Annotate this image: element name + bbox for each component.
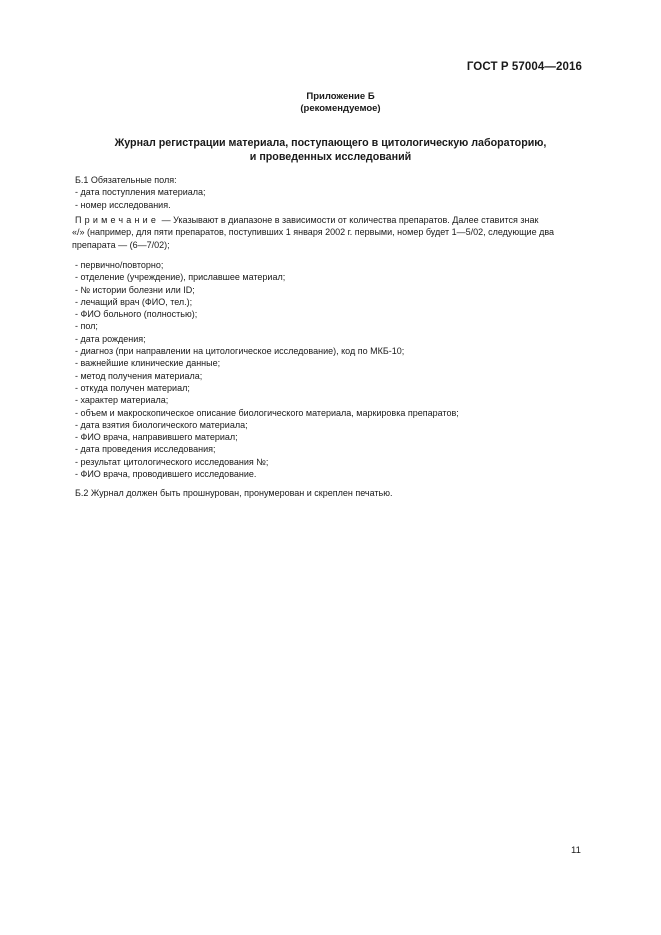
section-b1 bbox=[75, 174, 595, 211]
list-item: - ФИО врача, проводившего исследование. bbox=[75, 469, 257, 480]
note-line2: «/» (например, для пяти препаратов, поступивших 1 января 2002 г. первыми, номер будет 1—5/02, следующие два bbox=[72, 227, 555, 238]
list-item: - метод получения материала; bbox=[75, 370, 203, 381]
note-text-1: — Указывают в диапазоне в зависимости от количества препаратов. Далее ставится знак bbox=[159, 215, 539, 225]
list-item: - лечащий врач (ФИО, тел.); bbox=[75, 296, 193, 307]
journal-title bbox=[60, 136, 601, 164]
list-item: - пол; bbox=[75, 321, 98, 332]
list-item: - результат цитологического исследования №; bbox=[75, 456, 269, 467]
note-line1 bbox=[75, 214, 587, 226]
journal-title-line2: и проведенных исследований bbox=[249, 151, 412, 163]
fields-list bbox=[75, 259, 595, 480]
note-label: Примечание bbox=[75, 215, 160, 225]
list-item: - дата проведения исследования; bbox=[75, 444, 216, 455]
appendix-heading bbox=[0, 91, 661, 115]
list-item: - важнейшие клинические данные; bbox=[75, 358, 221, 369]
list-item: - дата взятия биологического материала; bbox=[75, 419, 248, 430]
standard-number: ГОСТ Р 57004—2016 bbox=[466, 61, 582, 73]
appendix-title: Приложение Б bbox=[306, 91, 375, 102]
list-item: - номер исследования. bbox=[75, 199, 171, 210]
list-item: - отделение (учреждение), приславшее материал; bbox=[75, 272, 286, 283]
section-b2 bbox=[75, 487, 595, 499]
list-item: - дата поступления материала; bbox=[75, 187, 206, 198]
appendix-status: (рекомендуемое) bbox=[300, 103, 381, 114]
list-item: - № истории болезни или ID; bbox=[75, 284, 195, 295]
list-item: - диагноз (при направлении на цитологическое исследование), код по МКБ-10; bbox=[75, 346, 405, 357]
list-item: - первично/повторно; bbox=[75, 260, 164, 270]
journal-title-line1: Журнал регистрации материала, поступающего в цитологическую лабораторию, bbox=[114, 137, 547, 149]
list-item: - дата рождения; bbox=[75, 333, 146, 344]
note-line3: препарата — (6—7/02); bbox=[72, 239, 170, 250]
page-number: 11 bbox=[571, 845, 581, 856]
note-block bbox=[72, 214, 587, 251]
list-item: - ФИО врача, направившего материал; bbox=[75, 432, 238, 443]
list-item: - объем и макроскопическое описание биологического материала, маркировка препаратов; bbox=[75, 407, 459, 418]
section-b1-heading: Б.1 Обязательные поля: bbox=[75, 175, 177, 185]
section-b2-text: Б.2 Журнал должен быть прошнурован, пронумерован и скреплен печатью. bbox=[75, 488, 393, 498]
list-item: - ФИО больного (полностью); bbox=[75, 309, 198, 320]
list-item: - откуда получен материал; bbox=[75, 382, 190, 393]
list-item: - характер материала; bbox=[75, 395, 169, 406]
